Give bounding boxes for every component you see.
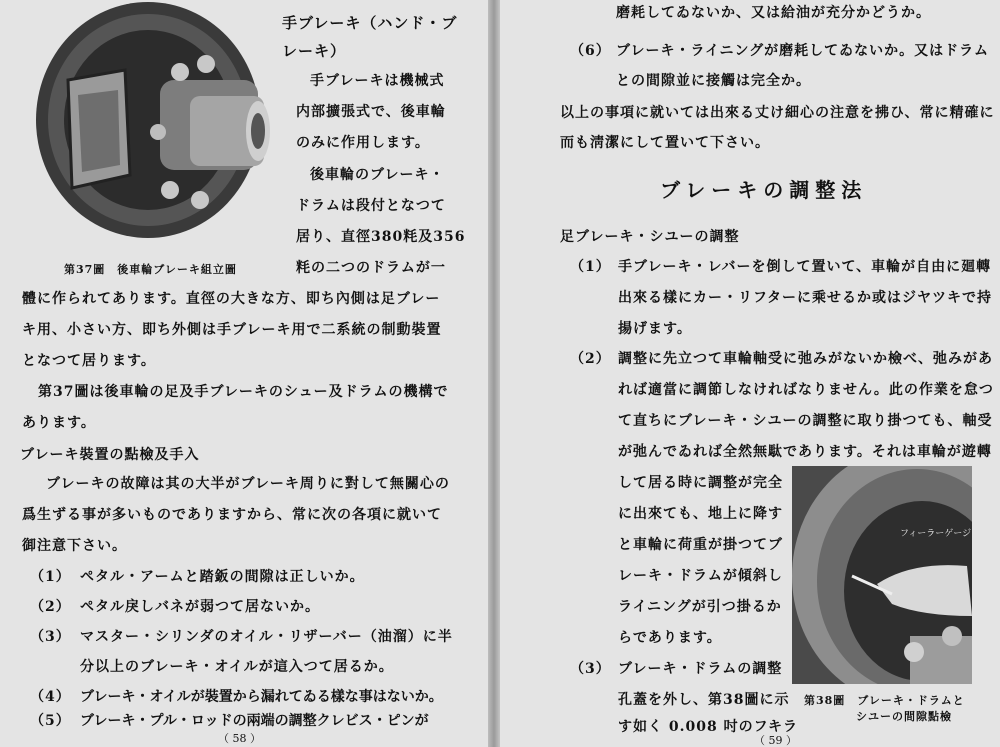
section-title-cont: レーキ） <box>282 42 347 60</box>
figure-38-caption: 第38圖 ブレーキ・ドラムと <box>804 694 965 707</box>
figure-37-caption: 第37圖 後車輪ブレーキ組立圖 <box>64 263 237 276</box>
chapter-title: ブレーキの調整法 <box>660 178 868 202</box>
intro-line: 爲生ずる事が多いものでありますから、常に次の各項に就いて <box>22 507 442 523</box>
item-line: 揚げます。 <box>618 321 692 337</box>
text-line: ブレーキ・ライニングが磨耗してゐないか。又はドラム <box>616 43 990 59</box>
checklist-number: （2） <box>30 599 71 615</box>
wrap-line: 手ブレーキは機械式 <box>310 73 445 89</box>
text-line: との間隙並に接觸は完全か。 <box>616 73 811 89</box>
checklist-text: ブレーキ・プル・ロッドの兩端の調整クレビス・ピンが <box>80 713 429 729</box>
wrap-line: に出來ても、地上に降す <box>618 506 783 522</box>
wrap-line: して居る時に調整が完全 <box>618 475 783 491</box>
checklist-text: 分以上のブレーキ・オイルが這入つて居るか。 <box>80 659 394 675</box>
wrap-line: 後車輪のブレーキ・ <box>310 167 445 183</box>
body-line: 第37圖は後車輪の足及手ブレーキのシュー及ドラムの機構で <box>38 384 449 400</box>
figure-38-caption-cont: シユーの間隙點檢 <box>856 710 952 723</box>
item-line: 出來る樣にカー・リフターに乘せるか或はジヤツキで持 <box>618 290 993 306</box>
left-page <box>0 0 488 747</box>
wrap-line: のみに作用します。 <box>296 135 430 151</box>
wrap-line: 居り、直徑380粍及356 <box>296 229 466 245</box>
item-line: 手ブレーキ・レバーを倒して置いて、車輪が自由に廻轉 <box>618 259 992 275</box>
checklist-number: （3） <box>30 629 71 645</box>
body-line: あります。 <box>22 415 96 431</box>
item-number: （2） <box>570 351 611 367</box>
item-number: （3） <box>570 661 611 677</box>
text-line: 而も淸潔にして置いて下さい。 <box>560 135 770 151</box>
text-line: 以上の事項に就いては出來る丈け細心の注意を拂ひ、常に精確に <box>560 105 995 121</box>
item-line: れば適當に調節しなければなりません。此の作業を怠つ <box>618 382 994 398</box>
text-line: 磨耗してゐないか、又は給油が充分かどうか。 <box>616 5 931 21</box>
checklist-number: （4） <box>30 689 71 705</box>
checklist-text: ペタル・アームと踏鈑の間隙は正しいか。 <box>80 569 365 585</box>
checklist-text: マスター・シリンダのオイル・リザーバー（油溜）に半 <box>80 629 453 645</box>
item-line: ブレーキ・ドラムの調整 <box>618 661 783 677</box>
checklist-number: （1） <box>30 569 71 585</box>
checklist-text: ペタル戾しバネが弱つて居ないか。 <box>80 599 320 615</box>
feeler-gauge-label: フィーラーゲージ <box>900 529 972 539</box>
checklist-text: ブレーキ・オイルが裝置から漏れてゐる樣な事はないか。 <box>80 689 443 705</box>
wrap-line: 内部擴張式で、後車輪 <box>296 104 446 120</box>
item-line: て直ちにブレーキ・シユーの調整に取り掛つても、軸受 <box>618 413 993 429</box>
item-number: （6） <box>570 43 611 59</box>
checklist-number: （5） <box>30 713 71 729</box>
page-number: （ 59 ） <box>754 734 797 747</box>
item-line: が弛んでゐれば全然無駄であります。それは車輪が遊轉 <box>618 444 992 460</box>
item-number: （1） <box>570 259 611 275</box>
body-line: キ用、小さい方、即ち外側は手ブレーキ用で二系統の制動裝置 <box>22 322 442 338</box>
subheading: 足ブレーキ・シユーの調整 <box>560 229 740 245</box>
item-line: 調整に先立つて車輪軸受に弛みがないか檢べ、弛みがあ <box>618 351 993 367</box>
wrap-line: 粍の二つのドラムが一 <box>296 260 446 276</box>
right-page <box>500 0 1000 747</box>
wrap-line: レーキ・ドラムが傾斜し <box>618 568 783 584</box>
wrap-line: ドラムは段付となつて <box>296 198 446 214</box>
figure-38-feeler-gauge-photo <box>792 466 972 684</box>
wrap-line: ライニングが引つ掛るか <box>618 599 782 615</box>
item-line: す如く 0.008 吋のフキラ <box>618 719 799 735</box>
figure-37-brake-assembly-photo <box>30 0 276 246</box>
body-line: 體に作られてあります。直徑の大きな方、即ち內側は足ブレー <box>22 291 441 307</box>
wrap-line: と車輪に荷重が掛つてブ <box>618 537 783 553</box>
wrap-line: らであります。 <box>618 630 722 646</box>
body-line: となつて居ります。 <box>22 353 156 369</box>
item-line: 孔蓋を外し、第38圖に示 <box>618 692 790 708</box>
subsection-heading: ブレーキ裝置の點檢及手入 <box>20 447 200 463</box>
intro-line: ブレーキの故障は其の大半がブレーキ周りに對して無關心の <box>46 476 450 492</box>
intro-line: 御注意下さい。 <box>22 538 127 554</box>
book-gutter <box>488 0 500 747</box>
section-title: 手ブレーキ（ハンド・ブ <box>282 14 458 32</box>
page-number: （ 58 ） <box>218 732 261 745</box>
